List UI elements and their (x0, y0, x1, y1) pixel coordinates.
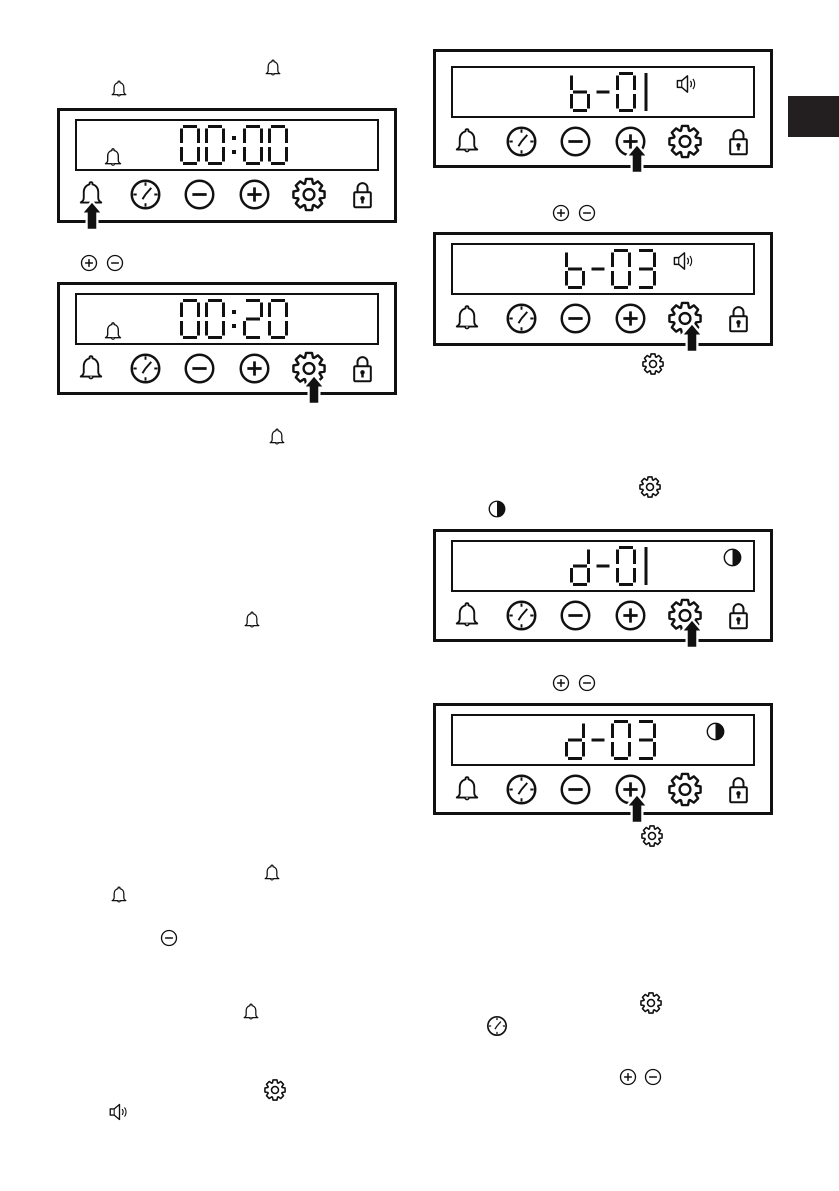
minus-button[interactable] (559, 597, 593, 633)
device-panel-alarm-initial (57, 108, 397, 223)
clock-icon (505, 125, 538, 158)
minus-button[interactable] (559, 123, 593, 159)
bell-icon (262, 862, 282, 884)
plus-icon (614, 599, 647, 632)
button-row (450, 770, 756, 808)
minus-button[interactable] (559, 300, 593, 336)
device-panel-contrast-initial (433, 529, 773, 642)
clock-button[interactable] (128, 350, 162, 386)
alarm-button[interactable] (450, 771, 484, 807)
bell-icon (452, 773, 482, 805)
lock-button[interactable] (722, 300, 756, 336)
clock-icon (486, 1015, 508, 1037)
minus-icon (559, 773, 592, 806)
device-panel-beep-set (433, 232, 773, 346)
minus-icon (559, 125, 592, 158)
page-edge-tab (788, 96, 839, 137)
device-panel-beep-initial (433, 49, 773, 168)
pointer-arrow (301, 373, 327, 406)
display-readout (556, 72, 651, 112)
settings-button[interactable] (668, 123, 702, 159)
clock-icon (505, 302, 538, 335)
plus-icon (619, 1068, 637, 1086)
pointer-arrow (79, 199, 105, 232)
contrast-icon (706, 722, 725, 741)
lock-button[interactable] (722, 771, 756, 807)
lock-icon (725, 774, 752, 805)
clock-icon (505, 599, 538, 632)
display-readout (166, 299, 288, 339)
plus-button[interactable] (237, 350, 271, 386)
button-row (450, 122, 756, 160)
bell-icon (452, 302, 482, 334)
clock-icon (129, 352, 162, 385)
button-row (74, 349, 380, 387)
plus-icon (238, 352, 271, 385)
gear-icon (640, 992, 662, 1014)
gear-icon (641, 825, 663, 847)
clock-button[interactable] (504, 597, 538, 633)
bell-icon (452, 125, 482, 157)
gear-icon (292, 177, 326, 212)
plus-button[interactable] (613, 300, 647, 336)
alarm-indicator-icon (105, 323, 120, 339)
minus-icon (160, 929, 178, 947)
clock-button[interactable] (504, 300, 538, 336)
lock-button[interactable] (722, 123, 756, 159)
bell-icon (109, 78, 129, 100)
gear-icon (264, 1079, 286, 1101)
display-readout (556, 546, 651, 586)
bell-icon (76, 352, 106, 384)
lcd-display (451, 66, 755, 118)
clock-icon (129, 178, 162, 211)
minus-icon (644, 1068, 662, 1086)
alarm-button[interactable] (450, 597, 484, 633)
lock-icon (725, 303, 752, 334)
minus-icon (578, 674, 596, 692)
lock-icon (725, 126, 752, 157)
lcd-display (451, 540, 755, 592)
alarm-button[interactable] (74, 350, 108, 386)
clock-button[interactable] (504, 123, 538, 159)
gear-icon (639, 476, 661, 498)
settings-button[interactable] (292, 176, 326, 212)
lock-button[interactable] (346, 176, 380, 212)
plus-icon (238, 178, 271, 211)
contrast-icon (723, 548, 742, 567)
contrast-icon (488, 500, 506, 518)
lock-icon (725, 600, 752, 631)
device-panel-alarm-set (57, 282, 397, 395)
minus-icon (559, 599, 592, 632)
button-row (450, 299, 756, 337)
clock-button[interactable] (504, 771, 538, 807)
gear-icon (668, 772, 702, 807)
bell-icon (263, 57, 283, 79)
button-row (450, 596, 756, 634)
gear-icon (642, 353, 664, 375)
plus-icon (80, 254, 98, 272)
alarm-indicator-icon (105, 149, 120, 165)
lock-button[interactable] (346, 350, 380, 386)
bell-icon (109, 884, 129, 906)
clock-icon (505, 773, 538, 806)
plus-button[interactable] (613, 597, 647, 633)
minus-icon (183, 352, 216, 385)
display-readout (551, 249, 656, 289)
minus-button[interactable] (559, 771, 593, 807)
bell-icon (241, 1001, 261, 1023)
plus-icon (552, 674, 570, 692)
bell-icon (452, 599, 482, 631)
minus-button[interactable] (183, 350, 217, 386)
speaker-icon (672, 251, 697, 271)
bell-icon (242, 609, 262, 631)
alarm-button[interactable] (450, 123, 484, 159)
lcd-display (451, 243, 755, 295)
settings-button[interactable] (668, 771, 702, 807)
plus-icon (552, 204, 570, 222)
minus-button[interactable] (183, 176, 217, 212)
device-panel-contrast-set (433, 703, 773, 815)
minus-icon (559, 302, 592, 335)
bell-icon (267, 426, 287, 448)
display-readout (551, 720, 656, 760)
display-readout (166, 125, 288, 165)
plus-icon (614, 302, 647, 335)
lcd-display (75, 293, 379, 345)
plus-button[interactable] (237, 176, 271, 212)
lock-icon (349, 353, 376, 384)
pointer-arrow (679, 321, 705, 354)
lock-button[interactable] (722, 597, 756, 633)
pointer-arrow (624, 792, 650, 825)
clock-button[interactable] (128, 176, 162, 212)
lock-icon (349, 179, 376, 210)
lcd-display (75, 119, 379, 171)
minus-icon (106, 254, 124, 272)
pointer-arrow (679, 617, 705, 650)
gear-icon (668, 124, 702, 159)
lcd-display (451, 714, 755, 766)
button-row (74, 175, 380, 213)
minus-icon (183, 178, 216, 211)
pointer-arrow (624, 142, 650, 175)
speaker-icon (108, 1103, 131, 1121)
alarm-button[interactable] (450, 300, 484, 336)
minus-icon (578, 204, 596, 222)
speaker-icon (675, 74, 700, 94)
